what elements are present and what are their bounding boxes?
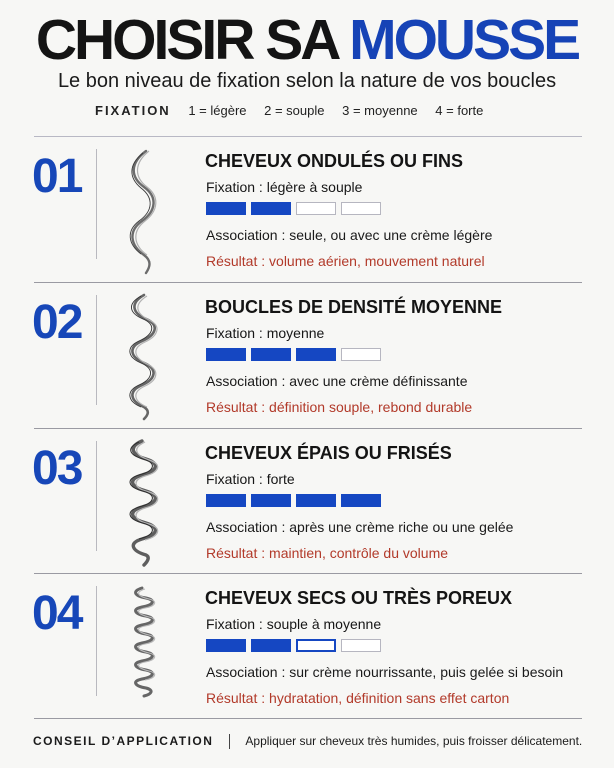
row-title: BOUCLES DE DENSITÉ MOYENNE [205,297,503,317]
fixation-value: moyenne [266,325,325,341]
result-line [206,545,448,561]
fixation-label: Fixation : [206,471,263,487]
row-divider-line [96,586,97,696]
hair-type-row [0,574,614,719]
fixation-line [206,471,295,487]
row-number: 01 [32,150,82,203]
result-value: définition souple, rebond durable [269,399,473,415]
row-divider-line [96,149,97,259]
association-line [206,664,563,680]
fixation-segment [296,202,336,215]
thick-curl-strand-icon [120,437,166,567]
row-title: CHEVEUX SECS OU TRÈS POREUX [205,588,513,608]
fixation-value: légère à souple [266,179,363,195]
hair-type-row [0,429,614,574]
tip-label: CONSEIL D’APPLICATION [33,734,214,748]
row-number: 03 [32,442,82,495]
fixation-label: Fixation : [206,616,263,632]
fixation-value: forte [266,471,295,487]
fixation-segment [206,348,246,361]
row-title: CHEVEUX ONDULÉS OU FINS [205,151,464,171]
association-line [206,519,513,535]
divider [34,718,582,719]
association-value: sur crème nourrissante, puis gelée si besoin [289,664,564,680]
result-line [206,253,485,269]
curly-hair-strand-icon [120,291,166,421]
wavy-hair-strand-icon [120,145,166,275]
row-title: CHEVEUX ÉPAIS OU FRISÉS [205,443,452,463]
result-label: Résultat : [206,253,266,269]
association-value: avec une crème définissante [289,373,468,389]
row-number: 04 [32,587,82,640]
fixation-segment [206,639,246,652]
fixation-segment [341,494,381,507]
page-title [0,8,614,72]
result-label: Résultat : [206,399,266,415]
result-line [206,690,509,706]
association-value: après une crème riche ou une gelée [289,519,514,535]
association-label: Association : [206,664,286,680]
application-tip [33,734,582,749]
fixation-segment [296,348,336,361]
fixation-line [206,616,381,632]
fixation-segment [341,348,381,361]
tip-separator [229,734,230,749]
legend-title: FIXATION [95,103,171,118]
legend-item: 2 = souple [264,103,325,118]
fixation-segment [251,494,291,507]
fixation-legend [95,103,497,118]
row-number: 02 [32,296,82,349]
fixation-value: souple à moyenne [266,616,382,632]
association-label: Association : [206,519,286,535]
association-line [206,227,492,243]
result-value: volume aérien, mouvement naturel [269,253,485,269]
fixation-segment [251,639,291,652]
fixation-segment [206,202,246,215]
tip-text: Appliquer sur cheveux très humides, puis froisser délicatement. [245,734,583,748]
page-subtitle: Le bon niveau de fixation selon la nature de vos boucles [57,70,557,92]
fixation-segment [296,494,336,507]
result-value: maintien, contrôle du volume [269,545,449,561]
row-divider-line [96,295,97,405]
fixation-segment [206,494,246,507]
fixation-line [206,325,324,341]
association-label: Association : [206,227,286,243]
result-line [206,399,472,415]
result-value: hydratation, définition sans effet carton [269,690,510,706]
title-part-2: MOUSSE [349,8,579,72]
title-part-1: CHOISIR SA [35,8,337,72]
association-label: Association : [206,373,286,389]
result-label: Résultat : [206,690,266,706]
fixation-label: Fixation : [206,179,263,195]
fixation-line [206,179,362,195]
fixation-segment [251,202,291,215]
legend-item: 1 = légère [188,103,247,118]
fixation-label: Fixation : [206,325,263,341]
coily-hair-strand-icon [120,582,166,712]
association-value: seule, ou avec une crème légère [289,227,493,243]
fixation-segment [251,348,291,361]
association-line [206,373,467,389]
result-label: Résultat : [206,545,266,561]
legend-item: 3 = moyenne [342,103,418,118]
hair-type-row [0,283,614,428]
fixation-segment [341,202,381,215]
legend-item: 4 = forte [435,103,484,118]
row-divider-line [96,441,97,551]
fixation-segment [296,639,336,652]
fixation-segment [341,639,381,652]
hair-type-row [0,137,614,282]
